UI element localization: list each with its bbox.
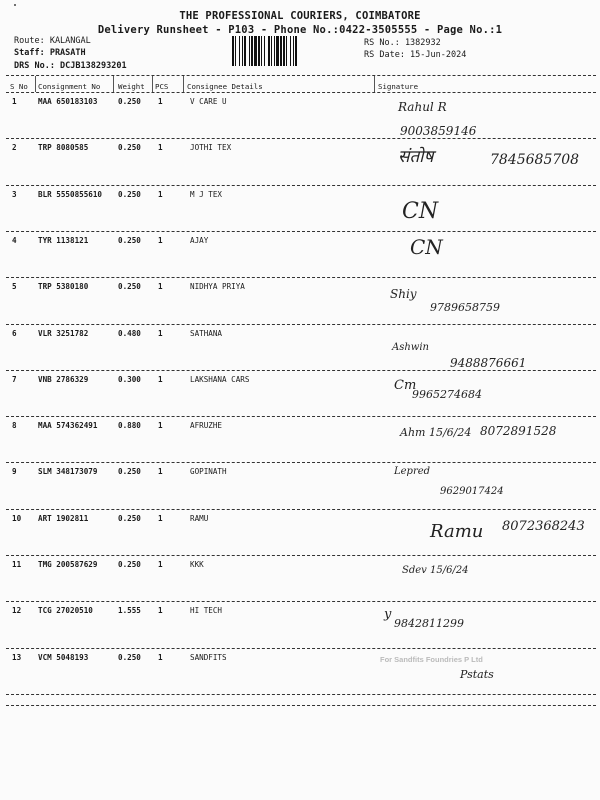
col-header-pcs: PCS	[155, 82, 169, 91]
row-sno: 4	[12, 235, 17, 245]
row-signature: Cm	[394, 377, 417, 393]
row-pcs: 1	[158, 189, 163, 199]
row-pcs: 1	[158, 97, 163, 106]
row-consignee: NIDHYA PRIYA	[190, 282, 245, 292]
row-signature: Shiy	[390, 287, 417, 302]
row-sno: 2	[12, 143, 17, 153]
row-divider	[6, 509, 596, 510]
row-pcs: 1	[158, 143, 163, 153]
row-consignment-no: TMG 200587629	[38, 560, 98, 569]
barcode-bar	[261, 36, 262, 66]
row-divider	[6, 648, 596, 649]
col-divider	[35, 76, 36, 92]
row-consignment-no: VNB 2786329	[38, 374, 89, 384]
row-handwritten-phone: 8072368243	[502, 518, 585, 534]
row-signature: Ramu	[430, 520, 484, 542]
barcode-bar	[283, 36, 285, 66]
row-sno: 3	[12, 189, 17, 199]
row-pcs: 1	[158, 328, 163, 338]
barcode-bar	[264, 36, 265, 66]
row-divider	[6, 462, 596, 463]
row-pcs: 1	[158, 374, 163, 384]
row-divider	[6, 555, 596, 556]
barcode-bar	[271, 36, 272, 66]
col-header-weight: Weight	[118, 82, 145, 91]
row-pcs: 1	[158, 652, 163, 662]
row-consignee: SANDFITS	[190, 652, 227, 662]
row-weight: 0.250	[118, 513, 141, 523]
row-consignment-no: TRP 5380180	[38, 282, 89, 292]
row-divider	[6, 324, 596, 325]
row-consignment-no: SLM 348173079	[38, 467, 98, 477]
barcode-bar	[254, 36, 257, 66]
row-divider	[6, 277, 596, 278]
barcode-bar	[239, 36, 240, 66]
row-consignment-no: TYR 1138121	[38, 235, 89, 245]
barcode-bar	[244, 36, 246, 66]
row-pcs: 1	[158, 235, 163, 245]
row-sno: 1	[12, 97, 17, 106]
row-consignee: RAMU	[190, 513, 209, 523]
row-signature: Ashwin	[392, 341, 429, 353]
col-header-consignee: Consignee Details	[187, 82, 263, 91]
barcode-image	[232, 36, 356, 66]
col-header-sno: S No	[10, 82, 28, 91]
barcode-bar	[274, 36, 275, 66]
row-pcs: 1	[158, 421, 163, 431]
row-signature: y	[384, 607, 392, 623]
barcode-bar	[268, 36, 270, 66]
row-handwritten-phone: 9965274684	[412, 387, 482, 401]
row-consignment-no: TCG 27020510	[38, 606, 93, 616]
barcode-bar	[249, 36, 250, 66]
row-consignment-no: ART 1902811	[38, 513, 89, 523]
route-label: Route: KALANGAL	[14, 36, 91, 46]
row-sno: 7	[12, 374, 17, 384]
row-signature: संतोष	[398, 147, 434, 168]
col-divider	[374, 76, 375, 92]
barcode-bar	[258, 36, 260, 66]
barcode-bar	[251, 36, 253, 66]
row-handwritten-phone: 8072891528	[480, 424, 557, 439]
row-consignment-no: MAA 574362491	[38, 421, 98, 431]
row-weight: 1.555	[118, 606, 141, 616]
row-sno: 6	[12, 328, 17, 338]
row-sno: 5	[12, 282, 17, 292]
row-signature: Sdev 15/6/24	[402, 565, 469, 576]
row-signature: Lepred	[394, 466, 431, 478]
row-pcs: 1	[158, 467, 163, 477]
row-weight: 0.250	[118, 560, 141, 569]
row-divider	[6, 601, 596, 602]
row-weight: 0.250	[118, 282, 141, 292]
row-consignee: M J TEX	[190, 189, 223, 199]
row-handwritten-phone: 9003859146	[400, 124, 477, 138]
row-handwritten-phone: 9842811299	[394, 617, 464, 631]
row-divider	[6, 370, 596, 371]
col-header-signature: Signature	[378, 82, 419, 91]
col-divider	[152, 76, 153, 92]
col-header-consignment: Consignment No	[38, 82, 101, 91]
row-sno: 11	[12, 560, 22, 569]
row-consignee: JOTHI TEX	[190, 143, 232, 153]
row-consignee: SATHANA	[190, 328, 223, 338]
col-divider	[113, 76, 114, 92]
row-divider	[6, 231, 596, 232]
row-sno: 12	[12, 606, 22, 616]
row-pcs: 1	[158, 282, 163, 292]
row-pcs: 1	[158, 513, 163, 523]
row-weight: 0.250	[118, 97, 141, 106]
row-pcs: 1	[158, 560, 163, 569]
row-handwritten-phone: 9488876661	[450, 355, 527, 370]
row-consignee: LAKSHANA CARS	[190, 374, 250, 384]
row-handwritten-phone: 9629017424	[440, 486, 504, 498]
staff-label: Staff: PRASATH	[14, 48, 86, 58]
header-divider-top	[6, 75, 596, 76]
row-consignee: KKK	[190, 560, 204, 569]
row-weight: 0.480	[118, 328, 141, 338]
row-consignee: V CARE U	[190, 97, 227, 106]
row-sno: 10	[12, 513, 22, 523]
company-stamp: For Sandfits Foundries P Ltd	[380, 655, 483, 664]
row-weight: 0.250	[118, 652, 141, 662]
row-consignment-no: TRP 8080585	[38, 143, 89, 153]
row-consignment-no: MAA 650183103	[38, 97, 98, 106]
row-consignment-no: BLR 5550855610	[38, 189, 103, 199]
barcode-bar	[232, 36, 234, 66]
row-consignee: AFRUZHE	[190, 421, 223, 431]
barcode-bar	[242, 36, 243, 66]
row-signature: Pstats	[460, 667, 494, 681]
row-weight: 0.250	[118, 235, 141, 245]
row-signature: CN	[402, 198, 439, 224]
row-sno: 9	[12, 467, 17, 477]
col-divider	[183, 76, 184, 92]
row-divider	[6, 416, 596, 417]
company-title: THE PROFESSIONAL COURIERS, COIMBATORE	[179, 10, 421, 22]
row-signature: Ahm 15/6/24	[400, 426, 472, 440]
row-consignment-no: VLR 3251782	[38, 328, 89, 338]
barcode-bar	[235, 36, 236, 66]
rs-date: RS Date: 15-Jun-2024	[364, 50, 467, 60]
rs-number: RS No.: 1382932	[364, 38, 441, 48]
row-weight: 0.250	[118, 143, 141, 153]
row-handwritten-phone: 9789658759	[430, 301, 500, 315]
scan-dot	[14, 4, 16, 6]
row-divider	[6, 185, 596, 186]
row-weight: 0.300	[118, 374, 141, 384]
barcode-bar	[286, 36, 287, 66]
row-weight: 0.250	[118, 189, 141, 199]
row-consignee: GOPINATH	[190, 467, 227, 477]
row-divider	[6, 138, 596, 139]
row-handwritten-phone: 7845685708	[490, 152, 580, 169]
row-sno: 8	[12, 421, 17, 431]
row-signature: CN	[410, 234, 443, 259]
row-weight: 0.880	[118, 421, 141, 431]
barcode-bar	[290, 36, 291, 66]
row-pcs: 1	[158, 606, 163, 616]
runsheet-subtitle: Delivery Runsheet - P103 - Phone No.:0422-3505555 - Page No.:1	[97, 24, 503, 36]
row-consignment-no: VCM 5048193	[38, 652, 89, 662]
row-divider	[6, 694, 596, 695]
barcode-bar	[276, 36, 279, 66]
row-sno: 13	[12, 652, 22, 662]
barcode-bar	[295, 36, 297, 66]
row-consignee: HI TECH	[190, 606, 223, 616]
drs-number: DRS No.: DCJB138293201	[14, 61, 127, 71]
row-weight: 0.250	[118, 467, 141, 477]
barcode-bar	[293, 36, 294, 66]
footer-divider	[6, 705, 596, 706]
row-signature: Rahul R	[398, 100, 447, 114]
header-divider-bottom	[6, 92, 596, 93]
barcode-bar	[280, 36, 282, 66]
row-consignee: AJAY	[190, 235, 209, 245]
